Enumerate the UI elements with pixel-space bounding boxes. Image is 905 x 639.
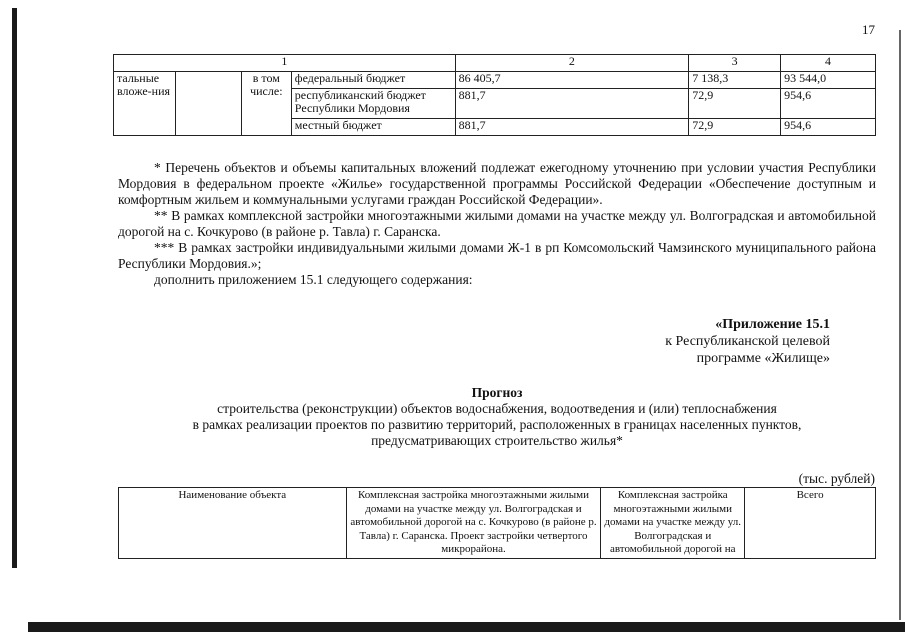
header-cell: 1	[114, 55, 456, 72]
budget-name: местный бюджет	[291, 119, 455, 136]
forecast-line: в рамках реализации проектов по развитию территорий, расположенных в границах населенных пунктов,	[192, 417, 802, 432]
units-label: (тыс. рублей)	[798, 471, 875, 486]
forecast-heading	[118, 385, 876, 449]
table-row	[114, 72, 876, 89]
table-header-row	[114, 55, 876, 72]
header-cell: Всего	[745, 488, 876, 559]
capital-investments-table	[113, 54, 876, 136]
footnotes	[118, 160, 876, 288]
appendix-line: к Республиканской целевой	[665, 334, 830, 349]
appendix-title: «Приложение 15.1	[715, 317, 830, 332]
appendix-line: программе «Жилище»	[696, 351, 830, 366]
empty-cell	[175, 72, 241, 136]
value-cell: 954,6	[781, 119, 876, 136]
forecast-line: предусматривающих строительство жилья*	[371, 433, 623, 448]
value-cell: 72,9	[689, 89, 781, 119]
footnote-2: ** В рамках комплексной застройки многоэтажными жилыми домами на участке между ул. Волгоградская и автомобильной дорогой на с. Кочкурово (в районе р. Тавла) г. Саранска.	[118, 208, 876, 239]
value-cell: 93 544,0	[781, 72, 876, 89]
sub-label: в том числе:	[241, 72, 291, 136]
value-cell: 881,7	[455, 89, 689, 119]
footnote-3: *** В рамках застройки индивидуальными жилыми домами Ж-1 в рп Комсомольский Чамзинского муниципального района Республики Мордовия.»;	[118, 240, 876, 271]
forecast-table	[118, 487, 876, 559]
table-header-row	[119, 488, 876, 559]
forecast-line: строительства (реконструкции) объектов водоснабжения, водоотведения и (или) теплоснабжения	[217, 401, 777, 416]
appendix-heading	[560, 316, 830, 367]
value-cell: 954,6	[781, 89, 876, 119]
header-cell: 3	[689, 55, 781, 72]
page-number: 17	[862, 22, 875, 37]
footnote-1: * Перечень объектов и объемы капитальных вложений подлежат ежегодному уточнению при условии участия Республики Мордовия в федеральном проекте «Жилье» государственной программы Российской Федерации «Обеспечение доступным и комфортным жильем и коммунальными услугами граждан Российской Федерации».	[118, 160, 876, 207]
scan-edge-right	[899, 30, 901, 620]
amendment-text: дополнить приложением 15.1 следующего содержания:	[154, 272, 473, 287]
value-cell: 7 138,3	[689, 72, 781, 89]
header-cell: 4	[781, 55, 876, 72]
value-cell: 86 405,7	[455, 72, 689, 89]
scan-edge-bottom	[28, 622, 905, 632]
value-cell: 881,7	[455, 119, 689, 136]
header-cell: Комплексная застройка многоэтажными жилыми домами на участке между ул. Волгоградская и автомобильной дорогой на	[601, 488, 745, 559]
header-cell: Комплексная застройка многоэтажными жилыми домами на участке между ул. Волгоградская и автомобильной дорогой на с. Кочкурово (в районе р. Тавла) г. Саранска. Проект застройки четвертого микрорайона.	[346, 488, 601, 559]
scan-edge-left	[12, 8, 17, 568]
value-cell: 72,9	[689, 119, 781, 136]
budget-name: республиканский бюджет Республики Мордовия	[291, 89, 455, 119]
header-cell: Наименование объекта	[119, 488, 347, 559]
header-cell: 2	[455, 55, 689, 72]
row-label: тальные вложе-ния	[114, 72, 176, 136]
forecast-title: Прогноз	[471, 385, 523, 400]
budget-name: федеральный бюджет	[291, 72, 455, 89]
